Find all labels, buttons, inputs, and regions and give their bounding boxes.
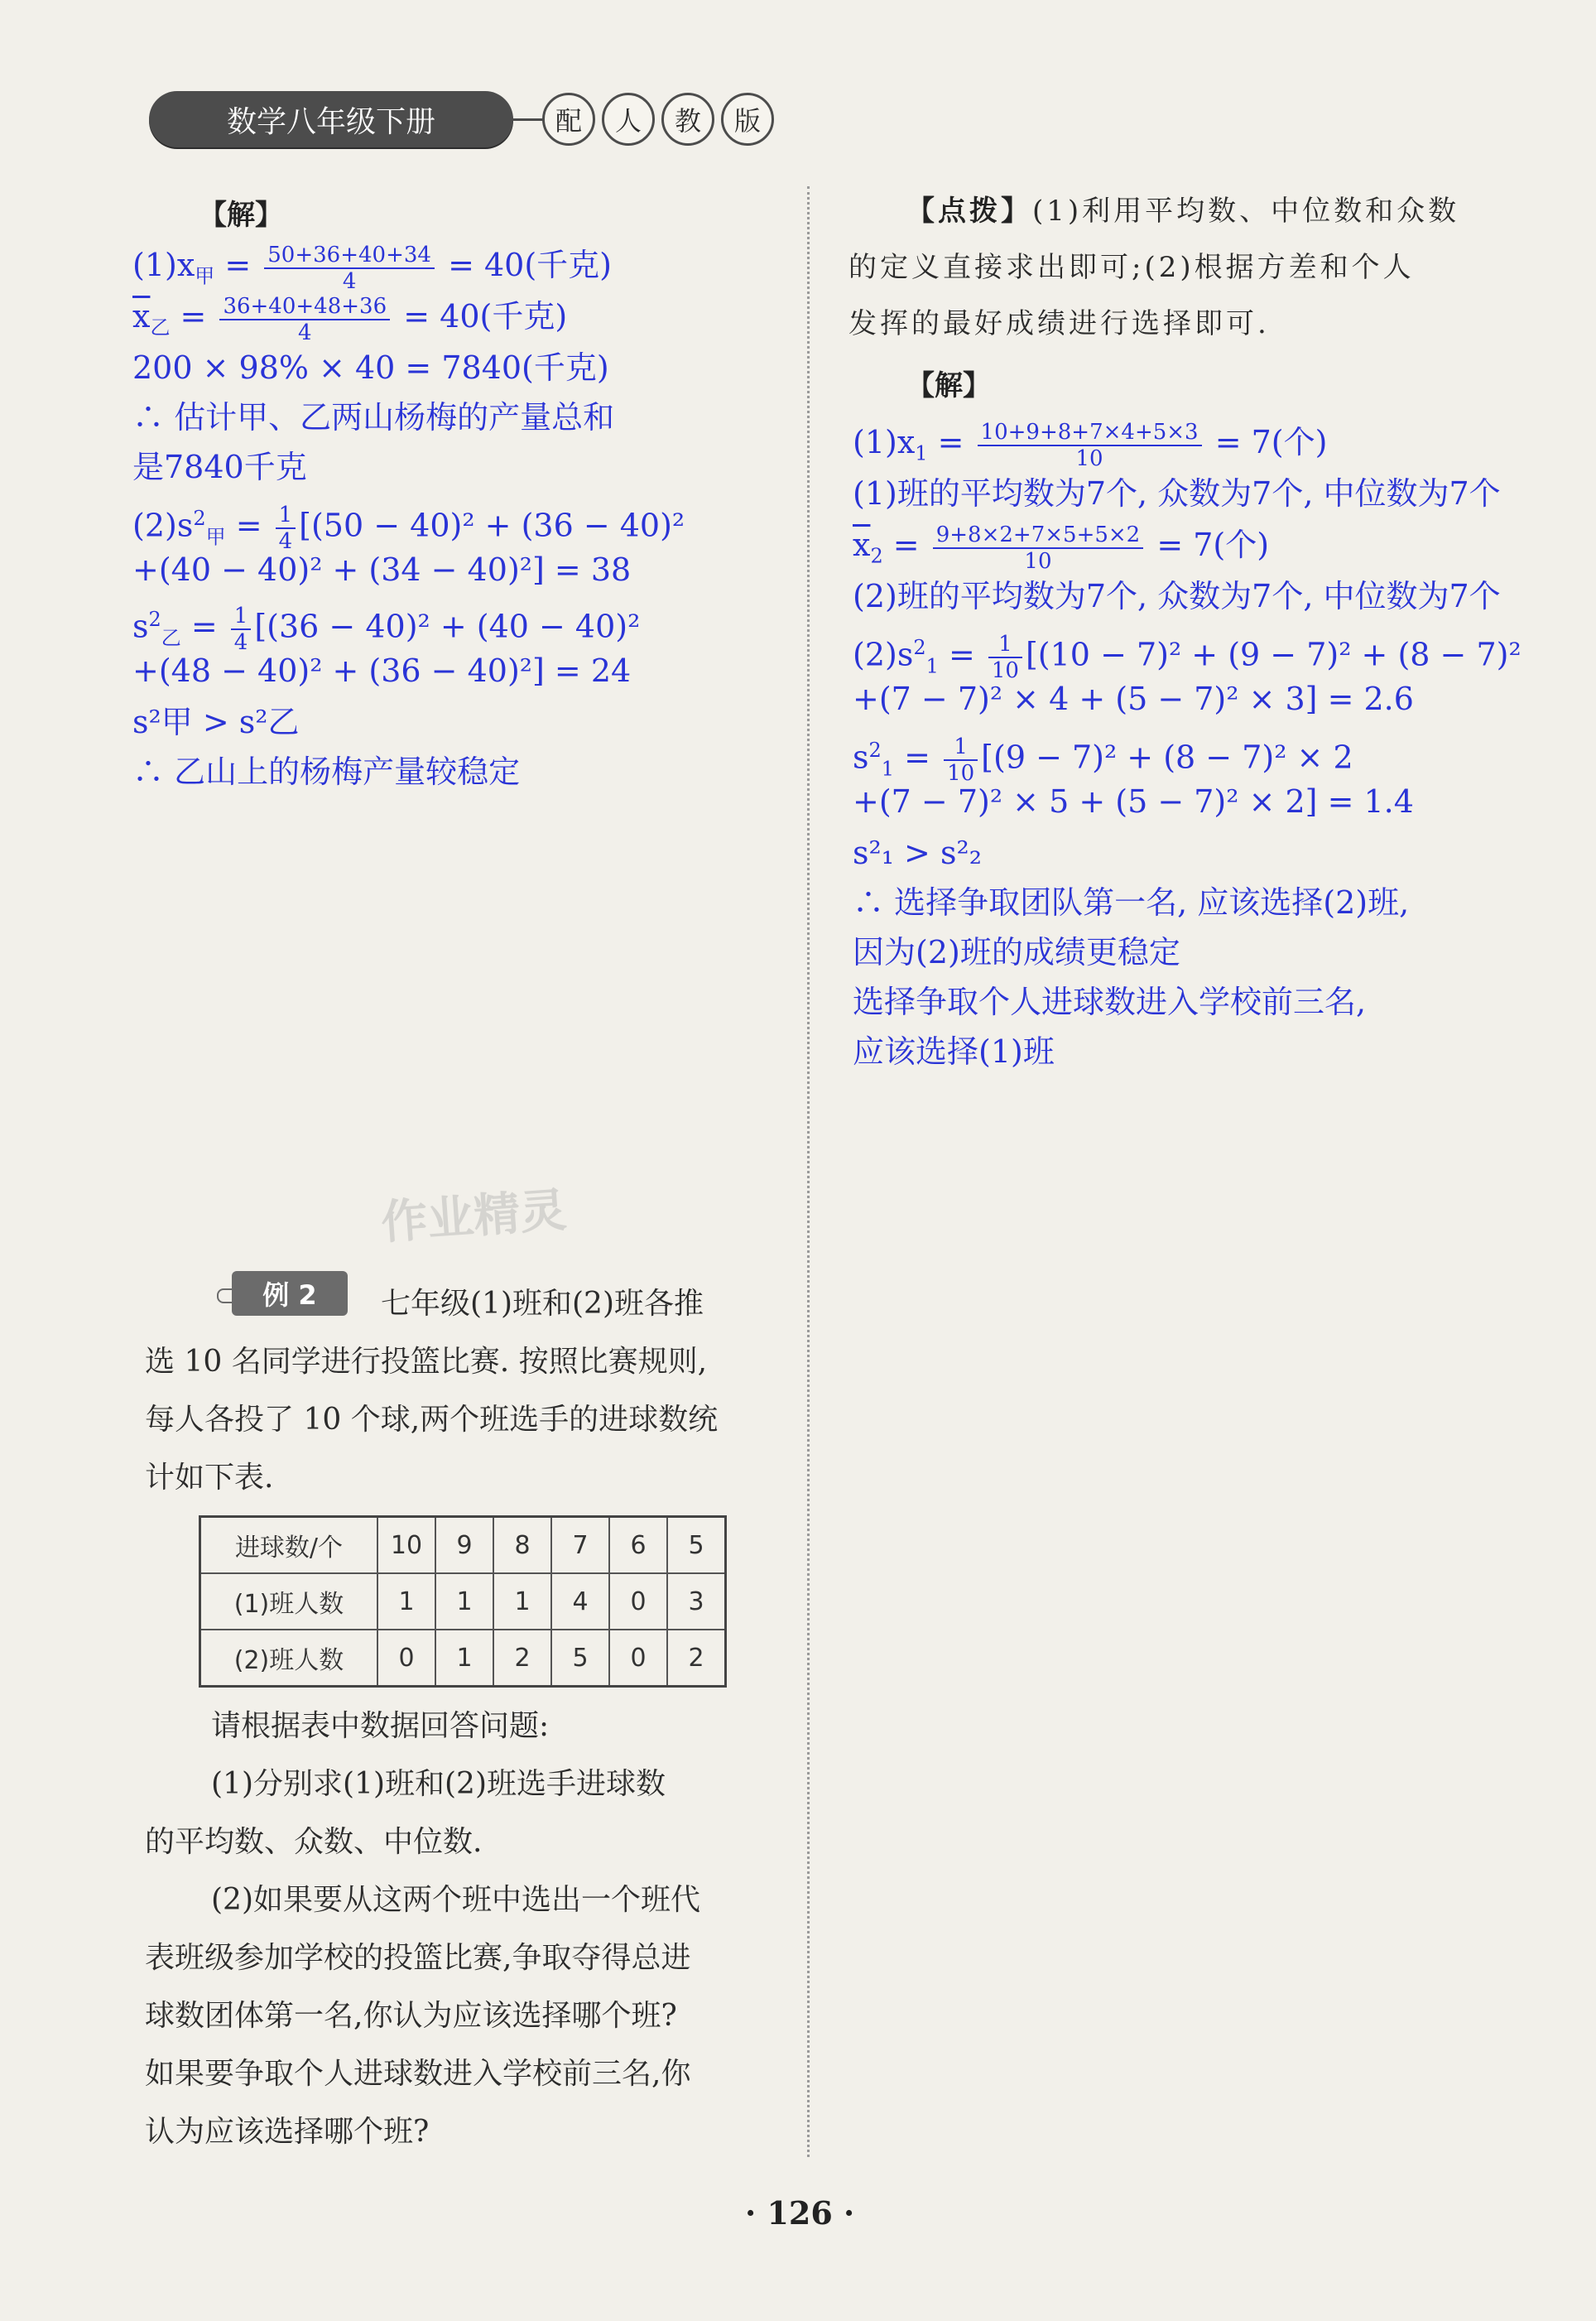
table-cell: 1 [377,1573,435,1630]
example-text: 计如下表. [145,1461,274,1495]
table-cell: 9 [435,1517,493,1574]
watermark: 作业精灵 [379,1183,569,1250]
solution-line: $(1)x_1$ = $\frac{10+9+8+7\times 4+5\times 3}{10}$ = 7(个) [853,419,1328,471]
solution-label: 【解】 [906,369,991,402]
table-cell: 4 [551,1573,609,1630]
table-cell: 0 [377,1630,435,1687]
header-connector [505,118,546,121]
table-row [200,1573,726,1630]
table-cell: 进球数/个 [200,1517,378,1574]
question-text: 请根据表中数据回答问题: [211,1709,550,1743]
solution-line: ∴ 乙山上的杨梅产量较稳定 [132,754,521,790]
question-text: 认为应该选择哪个班? [145,2115,430,2149]
column-divider [807,186,810,2157]
solution-line: ∴ 估计甲、乙两山杨梅的产量总和 [132,399,615,436]
table-cell: 8 [493,1517,551,1574]
solution-line: $\overline{x}_乙$ = $\frac{36+40+48+36}{4}$ = 40(千克) [132,293,568,345]
table-cell: 1 [435,1630,493,1687]
solution-line: s²₁ > s²₂ [853,835,982,871]
table-cell: 5 [667,1517,726,1574]
table-cell: 6 [609,1517,667,1574]
solution-line: 因为(2)班的成绩更稳定 [853,934,1180,970]
question-text: (1)分别求(1)班和(2)班选手进球数 [211,1767,666,1801]
question-text: 的平均数、众数、中位数. [145,1825,483,1859]
table-cell: (2)班人数 [200,1630,378,1687]
table-cell: (1)班人数 [200,1573,378,1630]
solution-line: $(2)s^2_甲$ = $\frac{1}{4}$ [(50 − 40)² + (36 − 40)² [132,503,685,555]
table-cell: 5 [551,1630,609,1687]
edition-badge: 教 [661,93,714,146]
solution-line: $(1)x_甲$ = $\frac{50+36+40+34}{4}$ = 40(千克) [132,242,612,294]
solution-line: +(40 − 40)² + (34 − 40)²] = 38 [132,551,632,588]
solution-line: $(2)s^2_1$ = $\frac{1}{10}$ [(10 − 7)² + (9 − 7)² + (8 − 7)² [853,632,1521,684]
solution-line: 选择争取个人进球数进入学校前三名, [853,984,1367,1020]
table-cell: 10 [377,1517,435,1574]
solution-line: (2)班的平均数为7个, 众数为7个, 中位数为7个 [853,578,1501,614]
solution-line: $s^2_乙$ = $\frac{1}{4}$ [(36 − 40)² + (40 − 40)² [132,604,641,656]
solution-label: 【解】 [199,199,283,232]
solution-line: 200 × 98% × 40 = 7840(千克) [132,349,609,386]
example-tag: 例 2 [232,1271,348,1316]
score-table [199,1515,727,1688]
solution-line: +(48 − 40)² + (36 − 40)²] = 24 [132,652,632,689]
example-text: 选 10 名同学进行投篮比赛. 按照比赛规则, [145,1345,708,1379]
solution-line: +(7 − 7)² × 5 + (5 − 7)² × 2] = 1.4 [853,783,1414,820]
solution-line: ∴ 选择争取团队第一名, 应该选择(2)班, [853,884,1410,921]
solution-line: $s^2_1$ = $\frac{1}{10}$ [(9 − 7)² + (8 − 7)² × 2 [853,734,1353,787]
edition-badge: 人 [602,93,655,146]
hint-line: 的定义直接求出即可;(2)根据方差和个人 [848,251,1415,284]
example-text: 每人各投了 10 个球,两个班选手的进球数统 [145,1403,719,1437]
solution-line: (1)班的平均数为7个, 众数为7个, 中位数为7个 [853,475,1501,512]
example-text: 七年级(1)班和(2)班各推 [381,1287,704,1321]
solution-line: s²甲 > s²乙 [132,704,300,740]
table-cell: 3 [667,1573,726,1630]
solution-line: 应该选择(1)班 [853,1033,1055,1070]
solution-line: $\overline{x}_2$ = $\frac{9+8\times 2+7\times 5+5\times 2}{10}$ = 7(个) [853,522,1270,574]
table-cell: 1 [493,1573,551,1630]
question-text: 球数团体第一名,你认为应该选择哪个班? [145,1999,677,2033]
table-cell: 2 [493,1630,551,1687]
table-row [200,1630,726,1687]
hint-line: 【点拨】(1)利用平均数、中位数和众数 [906,195,1460,228]
table-cell: 0 [609,1630,667,1687]
question-text: 如果要争取个人进球数进入学校前三名,你 [145,2057,691,2091]
hint-label: 【点拨】 [906,195,1032,228]
table-cell: 1 [435,1573,493,1630]
edition-badge: 配 [542,93,595,146]
hint-line: 发挥的最好成绩进行选择即可. [848,307,1270,340]
table-cell: 2 [667,1630,726,1687]
solution-line: +(7 − 7)² × 4 + (5 − 7)² × 3] = 2.6 [853,681,1414,717]
edition-badges [542,93,774,146]
question-text: (2)如果要从这两个班中选出一个班代 [211,1883,700,1917]
table-header-row [200,1517,726,1574]
question-text: 表班级参加学校的投篮比赛,争取夺得总进 [145,1941,691,1975]
solution-line: 是7840千克 [132,449,307,485]
table-cell: 7 [551,1517,609,1574]
page-number: · 126 · [745,2194,855,2232]
book-title: 数学八年级下册 [149,91,513,147]
edition-badge: 版 [721,93,774,146]
table-cell: 0 [609,1573,667,1630]
